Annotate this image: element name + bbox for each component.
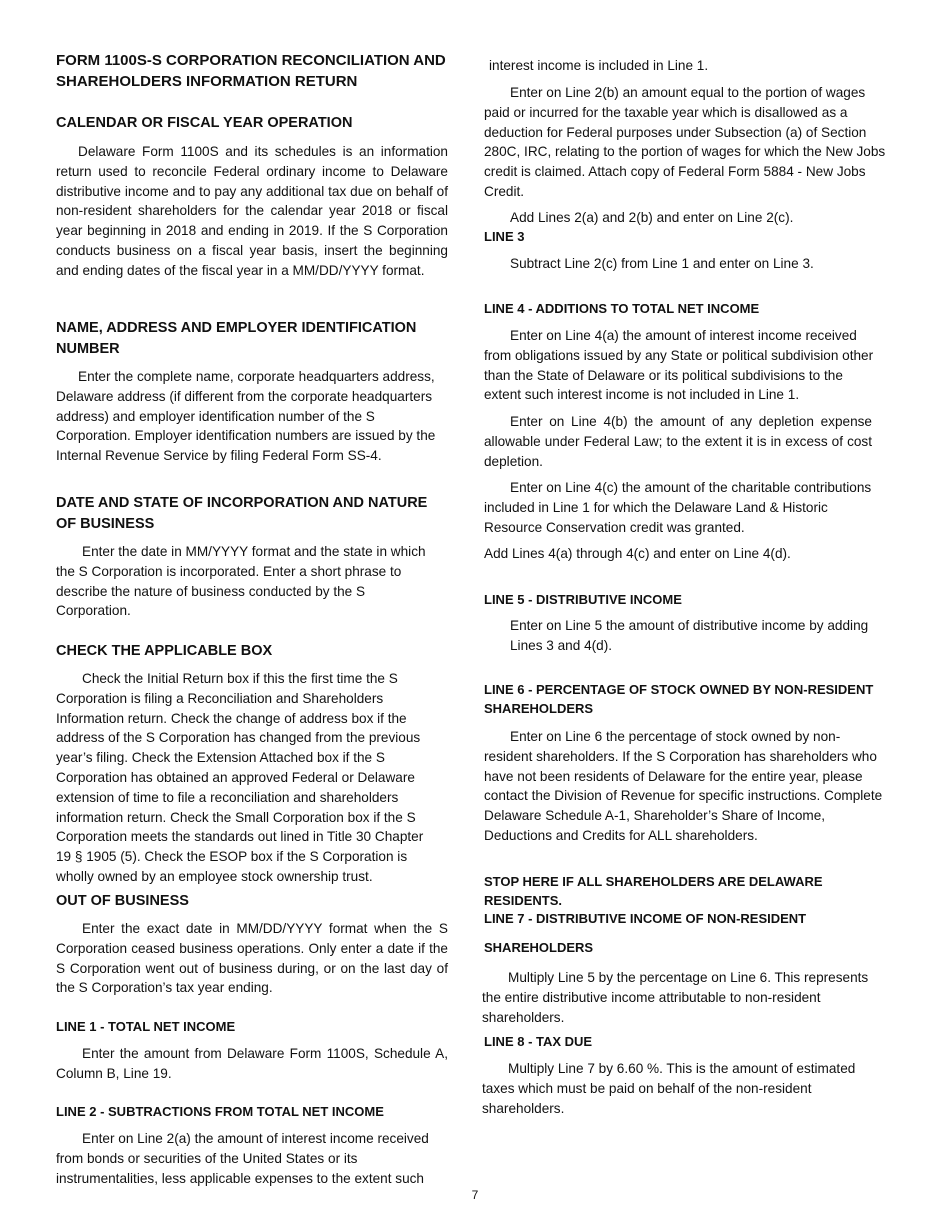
line2b-text: Enter on Line 2(b) an amount equal to the portion of wages paid or incurred for the taxable year which is disallowed as a deduction for Federal purposes under Subsection (a) of Section 280C, IRC, relating to the portion of wages for which the New Jobs credit is claimed. Attach copy of Federal Form 5884 - New Jobs Credit. <box>484 85 886 199</box>
out-of-business-heading: OUT OF BUSINESS <box>56 893 189 909</box>
check-box-heading: CHECK THE APPLICABLE BOX <box>56 643 273 659</box>
line3-text: Subtract Line 2(c) from Line 1 and enter on Line 3. <box>510 256 814 271</box>
line3-heading: LINE 3 <box>484 229 525 244</box>
line4-heading: LINE 4 - ADDITIONS TO TOTAL NET INCOME <box>484 301 760 316</box>
check-box-text: Check the Initial Return box if this the first time the S Corporation is filing a Reconciliation and Shareholders Information return. Check the change of address box if the address of the S Corporation has changed from the previous year’s filing. Check the Extension Attached box if the S Corporation has obtained an approved Federal or Delaware extension of time to file a reconciliation and shareholders information return. Check the Small Corporation box if the S Corporation meets the standards out lined in Title 30 Chapter 19 § 1905 (5). Check the ESOP box if the S Corporation is wholly owned by an employee stock ownership trust. <box>56 671 424 884</box>
line4d-text: Add Lines 4(a) through 4(c) and enter on Line 4(d). <box>484 546 791 561</box>
line1-text: Enter the amount from Delaware Form 1100S, Schedule A, Column B, Line 19. <box>56 1046 448 1081</box>
line6-text: Enter on Line 6 the percentage of stock owned by non-resident shareholders. If the S Corporation has shareholders who have not been residents of Delaware for the entire year, please contact the Division of Revenue for specific instructions. Complete Delaware Schedule A-1, Shareholder’s Share of Income, Deductions and Credits for ALL shareholders. <box>484 729 883 843</box>
name-address-text: Enter the complete name, corporate headquarters address, Delaware address (if different from the corporate headquarters address) and employer identification number of the S Corporation. Employer identification numbers are issued by the Internal Revenue Service by filing Federal Form SS-4. <box>56 369 436 464</box>
line8-heading: LINE 8 - TAX DUE <box>484 1034 593 1049</box>
date-state-text: Enter the date in MM/YYYY format and the state in which the S Corporation is incorporated. Enter a short phrase to describe the nature of business conducted by the S Corporation. <box>56 544 426 619</box>
line7-heading: LINE 7 - DISTRIBUTIVE INCOME OF NON-RESIDENT <box>484 911 807 926</box>
line7-heading-cont: SHAREHOLDERS <box>484 940 594 955</box>
name-address-heading: NAME, ADDRESS AND EMPLOYER IDENTIFICATION NUMBER <box>56 320 417 357</box>
line2-text: Enter on Line 2(a) the amount of interest income received from bonds or securities of the United States or its instrumentalities, less applicable expenses to the extent such <box>56 1131 429 1186</box>
line5-text: Enter on Line 5 the amount of distributive income by adding Lines 3 and 4(d). <box>510 618 869 653</box>
line5-heading: LINE 5 - DISTRIBUTIVE INCOME <box>484 592 682 607</box>
line7-text: Multiply Line 5 by the percentage on Line 6. This represents the entire distributive income attributable to non-resident shareholders. <box>482 970 869 1025</box>
date-state-heading: DATE AND STATE OF INCORPORATION AND NATURE OF BUSINESS <box>56 495 428 532</box>
line4a-text: Enter on Line 4(a) the amount of interest income received from obligations issued by any State or political subdivision other than the State of Delaware or its political subdivisions to the extent such interest income is not included in Line 1. <box>484 328 874 403</box>
form-title: FORM 1100S-S CORPORATION RECONCILIATION AND SHAREHOLDERS INFORMATION RETURN <box>56 52 446 90</box>
line4c-text: Enter on Line 4(c) the amount of the charitable contributions included in Line 1 for which the Delaware Land & Historic Resource Conservation credit was granted. <box>484 480 872 535</box>
line8-text: Multiply Line 7 by 6.60 %. This is the amount of estimated taxes which must be paid on behalf of the non-resident shareholders. <box>482 1061 856 1116</box>
line4b-text: Enter on Line 4(b) the amount of any depletion expense allowable under Federal Law; to the extent it is in excess of cost depletion. <box>484 414 872 469</box>
calendar-heading: CALENDAR OR FISCAL YEAR OPERATION <box>56 115 353 131</box>
stop-notice: STOP HERE IF ALL SHAREHOLDERS ARE DELAWARE RESIDENTS. <box>484 874 823 908</box>
page-number: 7 <box>471 1188 479 1202</box>
calendar-text: Delaware Form 1100S and its schedules is an information return used to reconcile Federal ordinary income to Delaware distributive income and to pay any additional tax due on behalf of non-resident shareholders for the calendar year 2018 or fiscal year beginning in 2018 and ending in 2019. If the S Corporation conducts business on a fiscal year basis, insert the beginning and ending dates of the fiscal year in a MM/DD/YYYY format. <box>56 144 448 278</box>
line2c-text: Add Lines 2(a) and 2(b) and enter on Line 2(c). <box>510 210 794 225</box>
line1-heading: LINE 1 - TOTAL NET INCOME <box>56 1019 236 1034</box>
line2-continued-text: interest income is included in Line 1. <box>489 58 709 73</box>
line2-heading: LINE 2 - SUBTRACTIONS FROM TOTAL NET INCOME <box>56 1104 384 1119</box>
line6-heading: LINE 6 - PERCENTAGE OF STOCK OWNED BY NON-RESIDENT SHAREHOLDERS <box>484 682 874 716</box>
out-of-business-text: Enter the exact date in MM/DD/YYYY format when the S Corporation ceased business operations. Only enter a date if the S Corporation went out of business during, or on the last day of the S Corporation’s tax year ending. <box>56 921 448 996</box>
